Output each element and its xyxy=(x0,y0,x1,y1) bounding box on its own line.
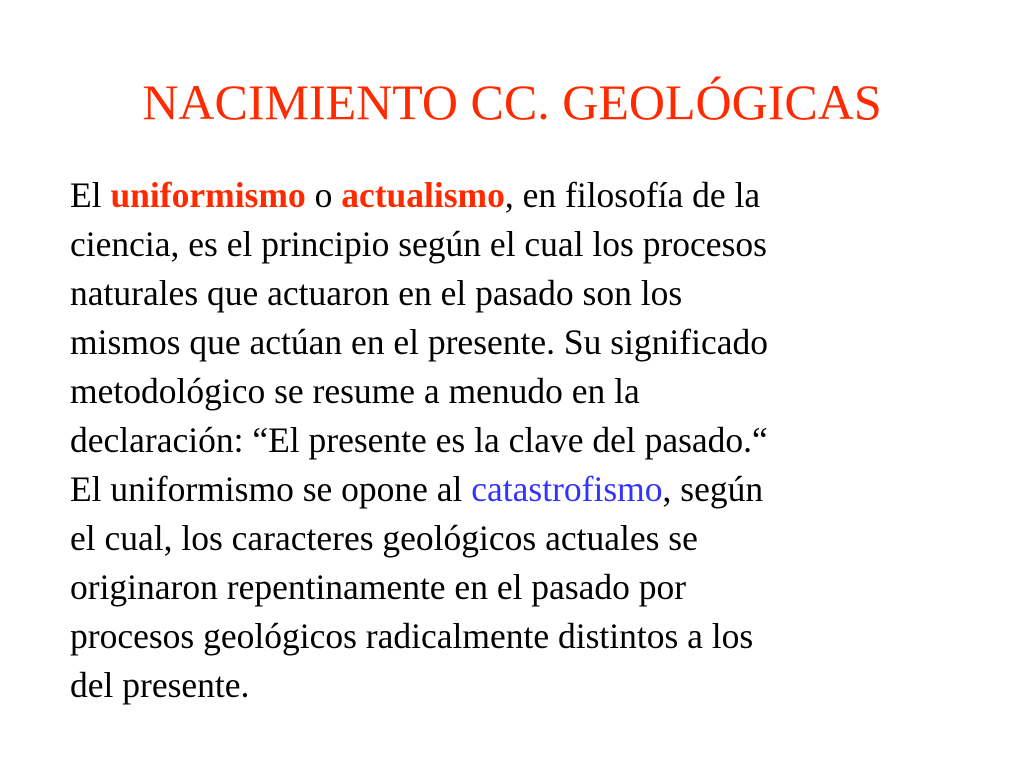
body-line-9: originaron repentinamente en el pasado por xyxy=(70,567,687,607)
body-line-11: del presente. xyxy=(70,665,250,705)
line-7-prefix: El uniformismo se opone al xyxy=(70,469,472,509)
term-catastrofismo-link[interactable]: catastrofismo xyxy=(471,469,663,509)
body-line-7 xyxy=(70,465,970,514)
line-7-suffix: , según xyxy=(662,469,764,509)
body-line-4: mismos que actúan en el presente. Su significado xyxy=(70,322,768,362)
body-line-8: el cual, los caracteres geológicos actuales se xyxy=(70,518,698,558)
body-line-3: naturales que actuaron en el pasado son los xyxy=(70,273,683,313)
slide-title: NACIMIENTO CC. GEOLÓGICAS xyxy=(142,74,882,130)
body-line-1 xyxy=(70,171,970,220)
term-uniformismo: uniformismo xyxy=(110,175,306,215)
body-line-2: ciencia, es el principio según el cual los procesos xyxy=(70,224,767,264)
body-line-10: procesos geológicos radicalmente distintos a los xyxy=(70,616,754,656)
slide-body-text xyxy=(70,171,970,710)
term-actualismo: actualismo xyxy=(341,175,505,215)
body-line-6: declaración: “El presente es la clave del pasado.“ xyxy=(70,420,768,460)
line-1-mid: o xyxy=(305,175,342,215)
body-line-5: metodológico se resume a menudo en la xyxy=(70,371,640,411)
line-1-prefix: El xyxy=(70,175,111,215)
line-1-suffix: , en filosofía de la xyxy=(504,175,761,215)
